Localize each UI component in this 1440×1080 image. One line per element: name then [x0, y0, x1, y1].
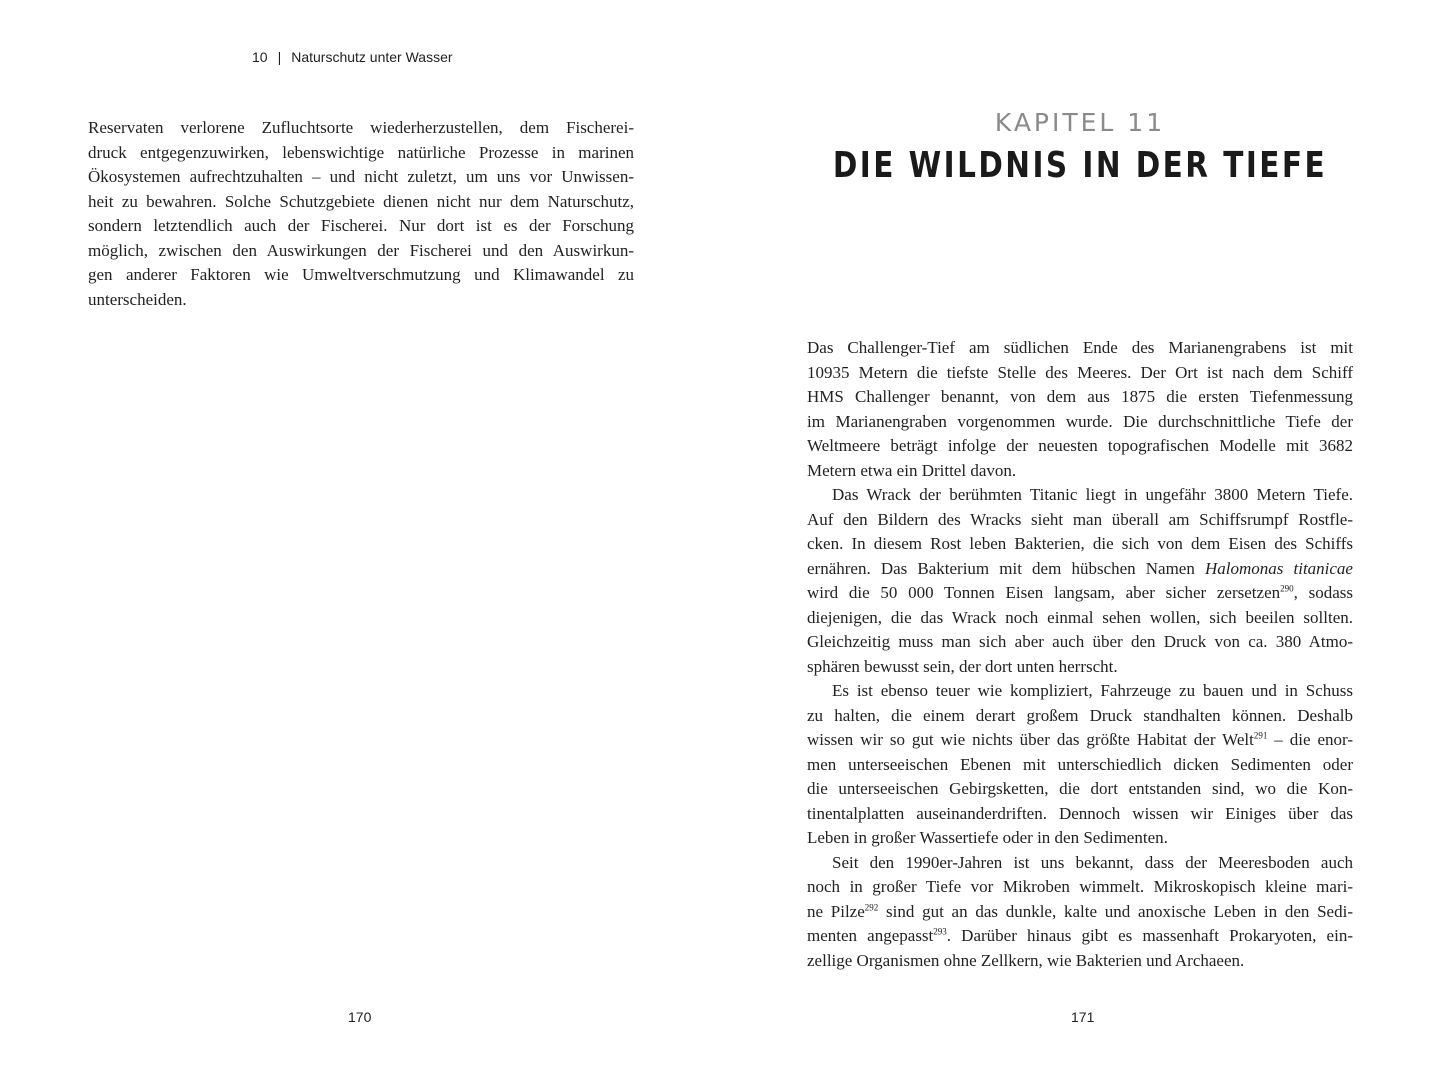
text-line: zellige Organismen ohne Zellkern, wie Bakterien und Archaeen. — [807, 950, 1245, 970]
text-line — [807, 924, 1353, 949]
footnote-marker: 292 — [864, 901, 879, 912]
text-line: möglich, zwischen den Auswirkungen der Fischerei und den Auswirkun- — [88, 240, 634, 260]
text-line: noch in großer Tiefe vor Mikroben wimmelt. Mikroskopisch kleine mari- — [807, 877, 1353, 896]
text-line: tinentalplatten auseinanderdriften. Dennoch wissen wir Einiges über das — [807, 803, 1353, 823]
footnote-marker: 290 — [1280, 583, 1294, 594]
text-line — [807, 581, 1353, 606]
text-span: ernähren. Das Bakterium mit dem hübschen Namen — [807, 558, 1205, 578]
text-line: heit zu bewahren. Solche Schutzgebiete dienen nicht nur dem Naturschutz, — [88, 191, 634, 211]
text-line: unterscheiden. — [88, 289, 187, 309]
right-page — [720, 0, 1440, 1080]
text-span: – die enor- — [1267, 730, 1354, 749]
header-chapter-number: 10 — [252, 49, 268, 65]
text-span: menten angepasst — [807, 926, 934, 945]
text-line — [807, 900, 1353, 925]
text-line: cken. In diesem Rost leben Bakterien, die sich von dem Eisen des Schiffs — [807, 534, 1353, 553]
text-line: Es ist ebenso teuer wie kompliziert, Fahrzeuge zu bauen und in Schuss — [832, 681, 1353, 700]
text-line: sondern letztendlich auch der Fischerei. Nur dort ist es der Forschung — [88, 216, 634, 235]
text-line: sphären bewusst sein, der dort unten herrscht. — [807, 656, 1118, 676]
text-line: Gleichzeitig muss man sich aber auch über den Druck von ca. 380 Atmo- — [807, 632, 1353, 651]
left-body-text — [88, 116, 634, 312]
right-body-text — [807, 336, 1353, 973]
species-name: Halomonas titanicae — [1204, 558, 1353, 578]
text-line: Ökosystemen aufrechtzuhalten – und nicht zuletzt, um uns vor Unwissen- — [88, 167, 634, 186]
text-span: wissen wir so gut wie nichts über das größte Habitat der Welt — [807, 730, 1254, 749]
chapter-title: DIE WILDNIS IN DER TIEFE — [832, 145, 1328, 186]
text-line: gen anderer Faktoren wie Umweltverschmutzung und Klimawandel zu — [88, 265, 634, 284]
footnote-marker: 291 — [1253, 730, 1268, 741]
text-line: Auf den Bildern des Wracks sieht man überall am Schiffsrumpf Rostfle- — [807, 509, 1353, 529]
running-header — [252, 49, 453, 65]
text-span: wird die 50 000 Tonnen Eisen langsam, aber sicher zersetzen — [807, 583, 1281, 602]
header-chapter-title: Naturschutz unter Wasser — [291, 49, 453, 65]
text-span: , sodass — [1293, 583, 1353, 602]
text-line: HMS Challenger benannt, von dem aus 1875 die ersten Tiefenmessung — [807, 387, 1353, 406]
chapter-label: KAPITEL 11 — [994, 108, 1166, 137]
text-line: druck entgegenzuwirken, lebenswichtige natürliche Prozesse in marinen — [88, 142, 634, 162]
text-line: im Marianengraben vorgenommen wurde. Die durchschnittliche Tiefe der — [807, 411, 1353, 431]
page-number-left: 170 — [348, 1009, 372, 1025]
text-line: Das Wrack der berühmten Titanic liegt in ungefähr 3800 Metern Tiefe. — [832, 485, 1353, 504]
text-span: . Darüber hinaus gibt es massenhaft Prokaryoten, ein- — [946, 926, 1353, 945]
text-line: men unterseeischen Ebenen mit unterschiedlich dicken Sedimenten oder — [807, 754, 1353, 774]
text-line: Reservaten verlorene Zufluchtsorte wiederherzustellen, dem Fischerei- — [88, 118, 634, 137]
text-line: Weltmeere beträgt infolge der neuesten topografischen Modelle mit 3682 — [807, 436, 1353, 455]
text-line: die unterseeischen Gebirgsketten, die dort entstanden sind, wo die Kon- — [807, 779, 1353, 798]
text-line: diejenigen, die das Wrack noch einmal sehen wollen, sich beeilen sollten. — [807, 607, 1353, 627]
text-line: zu halten, die einem derart großem Druck standhalten können. Deshalb — [807, 705, 1353, 725]
text-line — [807, 557, 1353, 582]
header-separator: | — [277, 49, 282, 65]
text-line: 10935 Metern die tiefste Stelle des Meeres. Der Ort ist nach dem Schiff — [807, 362, 1353, 382]
text-line: Das Challenger-Tief am südlichen Ende des Marianengrabens ist mit — [807, 338, 1353, 357]
text-line — [807, 728, 1353, 753]
text-line: Leben in großer Wassertiefe oder in den Sedimenten. — [807, 828, 1168, 847]
text-span: ne Pilze — [807, 901, 865, 921]
text-line: Seit den 1990er-Jahren ist uns bekannt, dass der Meeresboden auch — [832, 852, 1353, 872]
footnote-marker: 293 — [933, 926, 947, 937]
text-span: sind gut an das dunkle, kalte und anoxische Leben in den Sedi- — [878, 901, 1353, 921]
text-line: Metern etwa ein Drittel davon. — [807, 460, 1017, 480]
page-number-right: 171 — [1071, 1009, 1095, 1025]
